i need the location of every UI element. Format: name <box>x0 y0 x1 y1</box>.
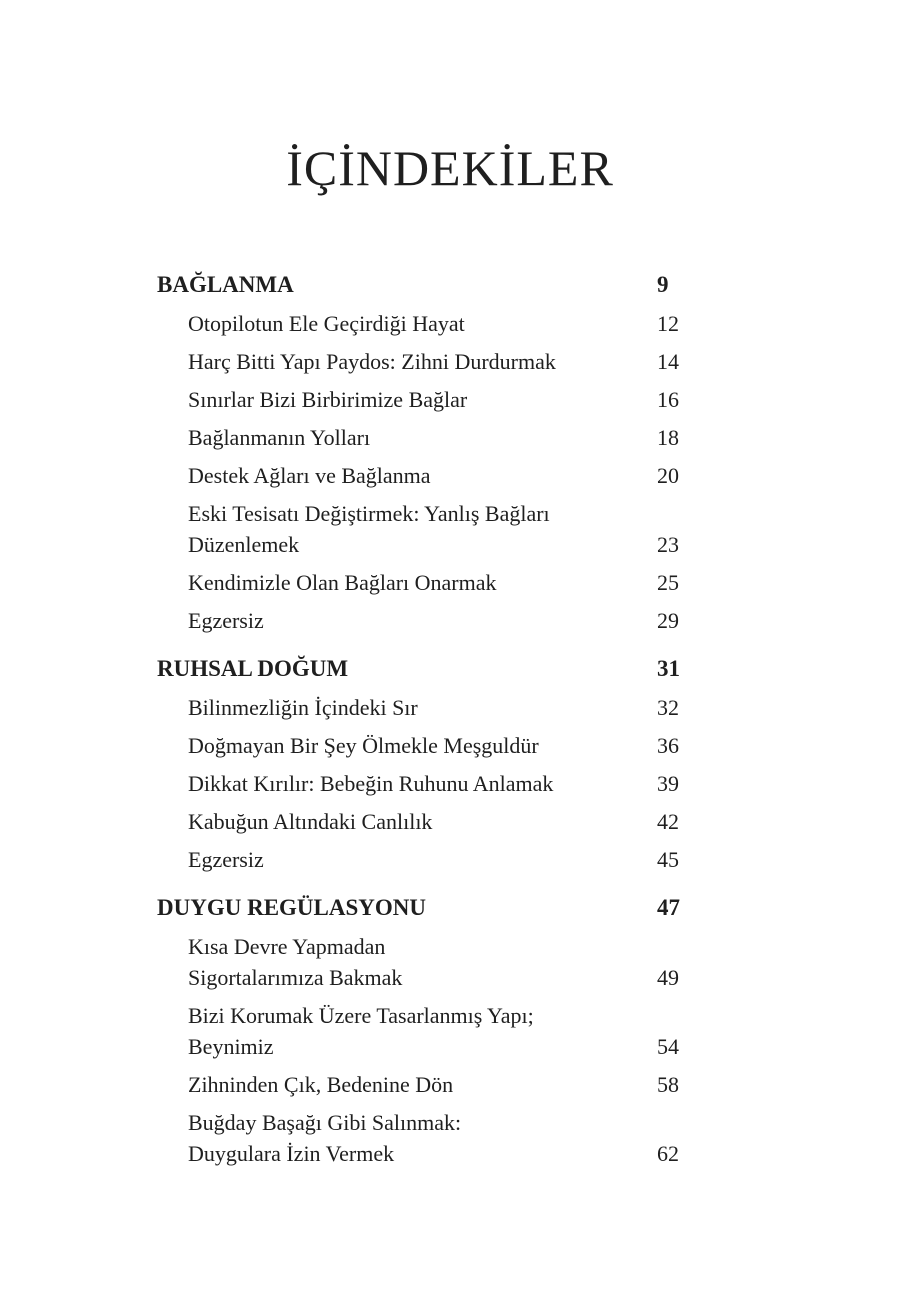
entry-page-number: 49 <box>657 965 679 990</box>
entry-page-number: 14 <box>657 349 679 374</box>
entry-title: Dikkat Kırılır: Bebeğin Ruhunu Anlamak <box>188 771 554 796</box>
entry-title: Doğmayan Bir Şey Ölmekle Meşguldür <box>188 733 539 758</box>
entry-title: Egzersiz <box>188 608 264 633</box>
entry-page-number: 45 <box>657 847 679 872</box>
entry-title: Sınırlar Bizi Birbirimize Bağlar <box>188 387 468 412</box>
toc-entry[interactable] <box>157 692 687 723</box>
entry-title: Eski Tesisatı Değiştirmek: Yanlış Bağları Düzenlemek <box>188 501 550 557</box>
entry-page-number: 25 <box>657 570 679 595</box>
entry-page-number: 36 <box>657 733 679 758</box>
entry-title: Kısa Devre Yapmadan Sigortalarımıza Bakmak <box>188 934 403 990</box>
toc-entry[interactable] <box>157 931 687 993</box>
entry-page-number: 18 <box>657 425 679 450</box>
entry-title: Kabuğun Altındaki Canlılık <box>188 809 433 834</box>
toc-entry[interactable] <box>157 1000 687 1062</box>
toc-section-baglanma <box>157 270 687 636</box>
toc-entry[interactable] <box>157 1069 687 1100</box>
entry-page-number: 58 <box>657 1072 679 1097</box>
entry-title: Bilinmezliğin İçindeki Sır <box>188 695 418 720</box>
toc-entry[interactable] <box>157 498 687 560</box>
entry-title: Bağlanmanın Yolları <box>188 425 371 450</box>
entry-title: Buğday Başağı Gibi Salınmak: Duygulara İzin Vermek <box>188 1110 462 1166</box>
toc-entry[interactable] <box>157 1107 687 1169</box>
section-page-number: 47 <box>657 895 680 920</box>
entry-page-number: 16 <box>657 387 679 412</box>
entry-title: Egzersiz <box>188 847 264 872</box>
toc-entry[interactable] <box>157 844 687 875</box>
toc-section-duygu-regulasyonu <box>157 893 687 1169</box>
toc-entry[interactable] <box>157 346 687 377</box>
toc-entry[interactable] <box>157 605 687 636</box>
toc-entry[interactable] <box>157 806 687 837</box>
toc-entry[interactable] <box>157 768 687 799</box>
toc-section-ruhsal-dogum <box>157 654 687 875</box>
entry-title: Zihninden Çık, Bedenine Dön <box>188 1072 454 1097</box>
entry-page-number: 62 <box>657 1141 679 1166</box>
entry-page-number: 23 <box>657 532 679 557</box>
entry-title: Bizi Korumak Üzere Tasarlanmış Yapı; Beynimiz <box>188 1003 534 1059</box>
toc-entry[interactable] <box>157 422 687 453</box>
entry-title: Harç Bitti Yapı Paydos: Zihni Durdurmak <box>188 349 556 374</box>
toc-entry[interactable] <box>157 730 687 761</box>
page-title: İÇİNDEKİLER <box>286 140 614 196</box>
toc-entry[interactable] <box>157 567 687 598</box>
section-title: RUHSAL DOĞUM <box>157 656 349 681</box>
entry-page-number: 20 <box>657 463 679 488</box>
section-heading[interactable] <box>157 893 687 931</box>
table-of-contents <box>157 270 687 1187</box>
section-title: DUYGU REGÜLASYONU <box>157 895 426 920</box>
entry-page-number: 32 <box>657 695 679 720</box>
toc-entry[interactable] <box>157 308 687 339</box>
section-heading[interactable] <box>157 270 687 308</box>
entry-page-number: 42 <box>657 809 679 834</box>
entry-title: Destek Ağları ve Bağlanma <box>188 463 431 488</box>
section-heading[interactable] <box>157 654 687 692</box>
section-page-number: 9 <box>657 272 669 297</box>
entry-title: Kendimizle Olan Bağları Onarmak <box>188 570 497 595</box>
toc-entry[interactable] <box>157 460 687 491</box>
entry-title: Otopilotun Ele Geçirdiği Hayat <box>188 311 465 336</box>
entry-page-number: 54 <box>657 1034 679 1059</box>
entry-page-number: 29 <box>657 608 679 633</box>
entry-page-number: 39 <box>657 771 679 796</box>
entry-page-number: 12 <box>657 311 679 336</box>
toc-entry[interactable] <box>157 384 687 415</box>
section-title: BAĞLANMA <box>157 272 294 297</box>
section-page-number: 31 <box>657 656 680 681</box>
